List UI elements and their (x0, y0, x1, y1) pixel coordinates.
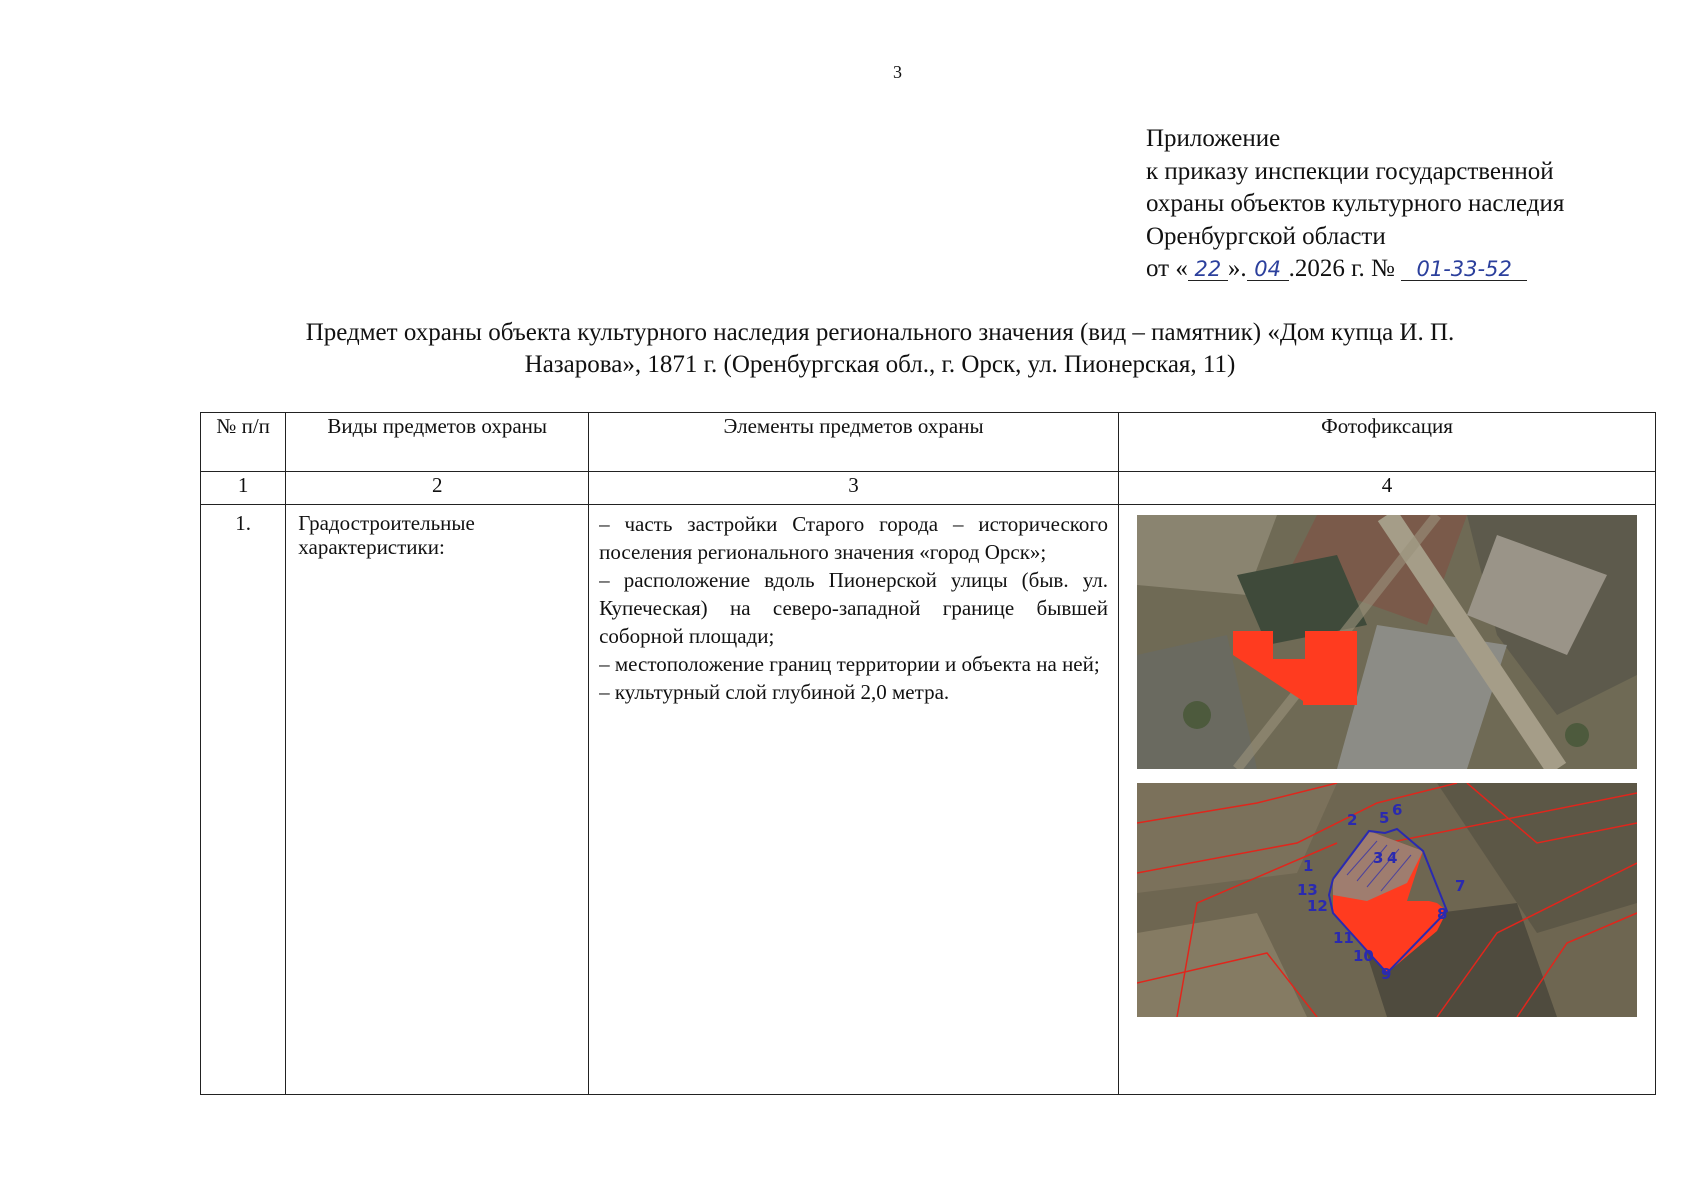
appendix-line: к приказу инспекции государственной (1146, 157, 1554, 185)
element-item: – культурный слой глубиной 2,0 метра. (599, 680, 950, 704)
appendix-block (1146, 123, 1564, 286)
header-elements: Элементы предметов охраны (589, 413, 1119, 472)
appendix-line: охраны объектов культурного наследия (1146, 190, 1565, 217)
aerial-photo (1137, 515, 1637, 769)
appendix-date-line (1146, 253, 1564, 286)
appendix-line: Приложение (1146, 125, 1281, 152)
row-type: Градостроительные характеристики: (286, 505, 589, 1095)
date-prefix: от « (1146, 255, 1188, 282)
title-line: Назарова», 1871 г. (Оренбургская обл., г. Орск, ул. Пионерская, 11) (524, 351, 1236, 378)
element-item: – расположение вдоль Пионерской улицы (быв. ул. Купеческая) на северо-западной границе бывшей соборной площади; (599, 568, 1108, 648)
map-point-label: 13 (1297, 881, 1318, 899)
page-number: 3 (893, 62, 902, 82)
map-point-label: 6 (1392, 801, 1403, 819)
date-day: 22 (1188, 258, 1228, 281)
protection-table (200, 412, 1656, 1095)
order-number: 01-33-52 (1401, 258, 1527, 281)
column-number: 4 (1119, 472, 1656, 505)
header-photo: Фотофиксация (1119, 413, 1656, 472)
map-point-label: 8 (1437, 905, 1448, 923)
row-photos (1119, 505, 1656, 1095)
column-number: 3 (589, 472, 1119, 505)
element-item: – местоположение границ территории и объекта на ней; (599, 652, 1100, 676)
appendix-line: Оренбургской области (1146, 222, 1386, 250)
column-number: 1 (201, 472, 286, 505)
column-number: 2 (286, 472, 589, 505)
date-quote-close: ». (1227, 255, 1247, 282)
map-point-label: 12 (1307, 897, 1328, 915)
header-number: № п/п (201, 413, 286, 472)
map-point-label: 2 (1347, 811, 1358, 829)
element-item: – часть застройки Старого города – исторического поселения регионального значения «город Орск»; (599, 512, 1108, 564)
column-number-row (201, 472, 1656, 505)
document-title (200, 317, 1560, 381)
table-row (201, 505, 1656, 1095)
row-number: 1. (201, 505, 286, 1095)
header-types: Виды предметов охраны (286, 413, 589, 472)
map-point-label: 9 (1381, 965, 1392, 983)
map-point-label: 11 (1333, 929, 1354, 947)
cadastral-map (1137, 783, 1637, 1017)
table-header-row (201, 413, 1656, 472)
map-point-label: 5 (1379, 809, 1390, 827)
map-point-label: 7 (1455, 877, 1466, 895)
map-point-label: 1 (1303, 857, 1314, 875)
map-point-label: 10 (1353, 947, 1374, 965)
map-point-label: 4 (1387, 849, 1398, 867)
map-point-label: 3 (1373, 849, 1384, 867)
title-line: Предмет охраны объекта культурного наследия регионального значения (вид – памятник) «Дом купца И. П. (305, 319, 1455, 346)
date-year: .2026 г. № (1288, 255, 1395, 282)
date-month: 04 (1247, 258, 1289, 281)
row-elements (589, 505, 1119, 1095)
